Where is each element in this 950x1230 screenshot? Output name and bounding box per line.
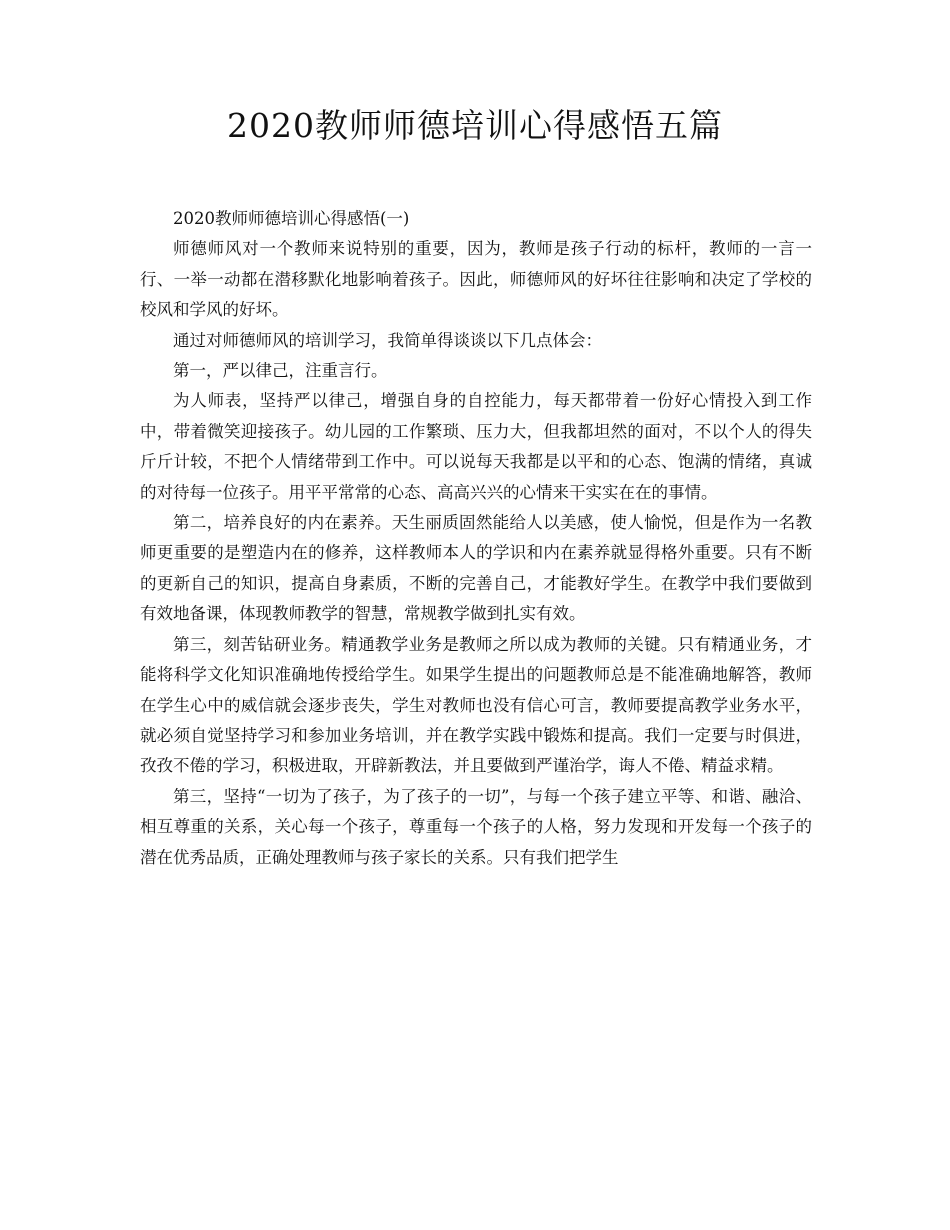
- paragraph: 第一，严以律己，注重言行。: [173, 361, 388, 381]
- paragraph: 第三，刻苦钻研业务。精通教学业务是教师之所以成为教师的关键。只有精通业务，才能将科学文化知识准确地传授给学生。如果学生提出的问题教师总是不能准确地解答，教师在学生心中的威信就会逐步丧失，学生对教师也没有信心可言，教师要提高教学业务水平，就必须自觉坚持学习和参加业务培训，并在教学实践中锻炼和提高。我们一定要与时俱进，孜孜不倦的学习，积极进取，开辟新教法，并且要做到严谨治学，诲人不倦、精益求精。: [140, 634, 812, 776]
- document-body: [140, 204, 812, 873]
- paragraph: 为人师表，坚持严以律己，增强自身的自控能力，每天都带着一份好心情投入到工作中，带着微笑迎接孩子。幼儿园的工作繁琐、压力大，但我都坦然的面对，不以个人的得失斤斤计较，不把个人情绪带到工作中。可以说每天我都是以平和的心态、饱满的情绪，真诚的对待每一位孩子。用平平常常的心态、高高兴兴的心情来干实实在在的事情。: [140, 391, 812, 502]
- section-heading: 2020教师师德培训心得感悟(一): [173, 209, 410, 228]
- paragraph: 师德师风对一个教师来说特别的重要，因为，教师是孩子行动的标杆，教师的一言一行、一举一动都在潜移默化地影响着孩子。因此，师德师风的好坏往往影响和决定了学校的校风和学风的好坏。: [140, 239, 812, 320]
- paragraph: 通过对师德师风的培训学习，我简单得谈谈以下几点体会：: [173, 330, 602, 350]
- paragraph: 第二，培养良好的内在素养。天生丽质固然能给人以美感，使人愉悦，但是作为一名教师更重要的是塑造内在的修养，这样教师本人的学识和内在素养就显得格外重要。只有不断的更新自己的知识，提高自身素质，不断的完善自己，才能教好学生。在教学中我们要做到有效地备课，体现教师教学的智慧，常规教学做到扎实有效。: [140, 513, 812, 624]
- paragraph: 第三，坚持“一切为了孩子，为了孩子的一切”，与每一个孩子建立平等、和谐、融洽、相互尊重的关系，关心每一个孩子，尊重每一个孩子的人格，努力发现和开发每一个孩子的潜在优秀品质，正确处理教师与孩子家长的关系。只有我们把学生: [140, 786, 812, 867]
- document-title: 2020教师师德培训心得感悟五篇: [227, 106, 723, 145]
